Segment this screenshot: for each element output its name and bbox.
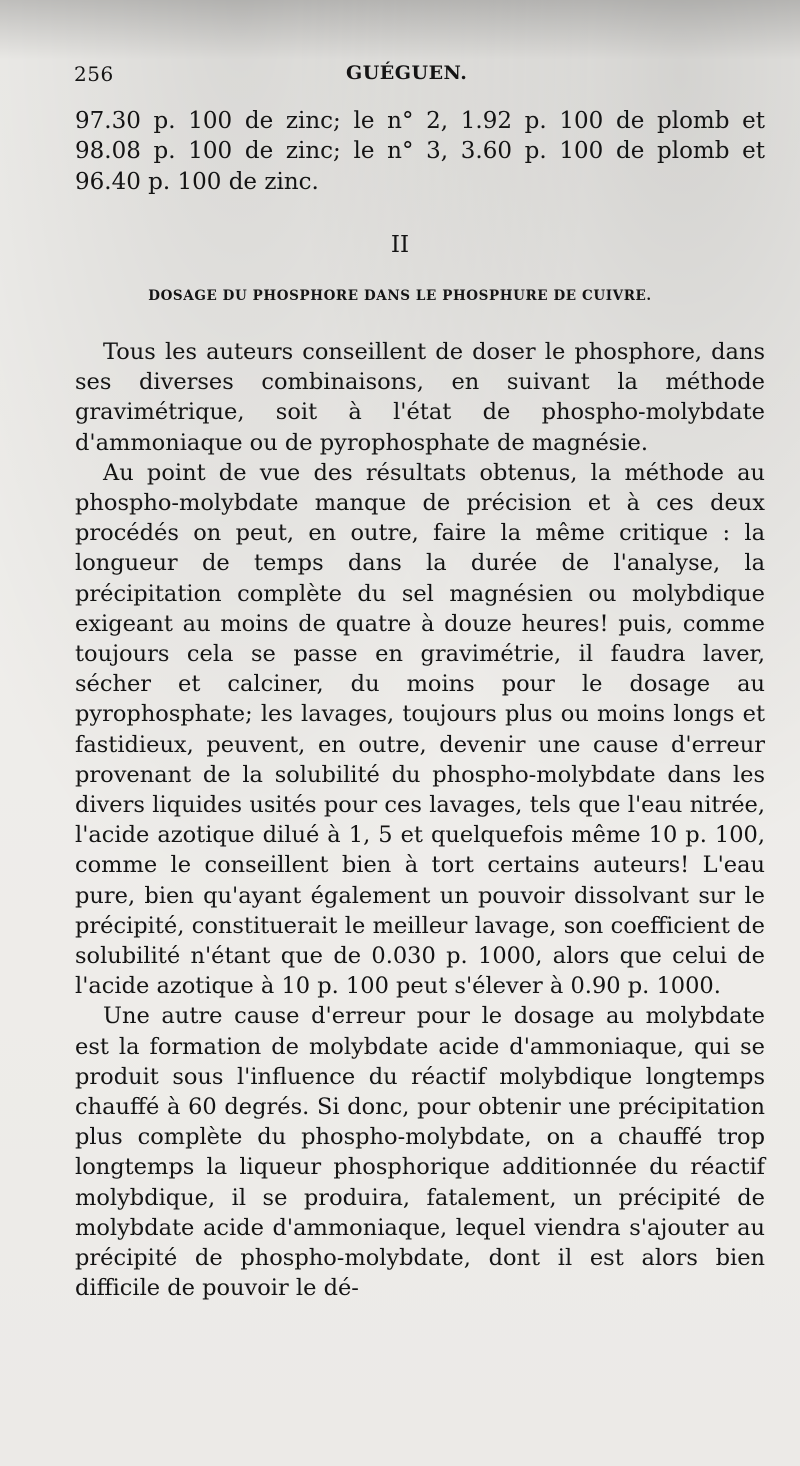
scan-edge-shadow (0, 0, 800, 60)
body-text (75, 337, 765, 1304)
paragraph-2: Au point de vue des résultats obtenus, la méthode au phospho-molybdate manque de précision et à ces deux procédés on peut, en outre, faire la même critique : la longueur de temps dans la durée de l'analyse, la précipitation complète du sel magnésien ou molybdique exigeant au moins de quatre à douze heures! puis, comme toujours cela se passe en gravimétrie, il faudra laver, sécher et calciner, du moins pour le dosage au pyrophosphate; les lavages, toujours plus ou moins longs et fastidieux, peuvent, en outre, devenir une cause d'erreur provenant de la solubilité du phospho-molybdate dans les divers liquides usités pour ces lavages, tels que l'eau nitrée, l'acide azotique dilué à 1, 5 et quelquefois même 10 p. 100, comme le conseillent bien à tort certains auteurs! L'eau pure, bien qu'ayant également un pouvoir dissolvant sur le précipité, constituerait le meilleur lavage, son coefficient de solubilité n'étant que de 0.030 p. 1000, alors que celui de l'acide azotique à 10 p. 100 peut s'élever à 0.90 p. 1000. (75, 459, 765, 1000)
running-title: GUÉGUEN. (346, 62, 468, 84)
running-head (70, 62, 770, 92)
paragraph-3: Une autre cause d'erreur pour le dosage au molybdate est la formation de molybdate acide d'ammoniaque, qui se produit sous l'influence du réactif molybdique longtemps chauffé à 60 degrés. Si donc, pour obtenir une précipitation plus complète du phospho-molybdate, on a chauffé trop longtemps la liqueur phosphorique additionnée du réactif molybdique, il se produira, fatalement, un précipité de molybdate acide d'ammoniaque, lequel viendra s'ajouter au précipité de phospho-molybdate, dont il est alors bien difficile de pouvoir le dé- (75, 1003, 765, 1302)
continuation-text (75, 106, 765, 197)
section-numeral: II (390, 232, 410, 258)
continuation-paragraph: 97.30 p. 100 de zinc; le n° 2, 1.92 p. 100 de plomb et 98.08 p. 100 de zinc; le n° 3, 3.60 p. 100 de plomb et 96.40 p. 100 de zinc. (75, 108, 765, 195)
section-title: DOSAGE DU PHOSPHORE DANS LE PHOSPHURE DE CUIVRE. (148, 288, 652, 304)
paragraph-1: Tous les auteurs conseillent de doser le phosphore, dans ses diverses combinaisons, en suivant la méthode gravimétrique, soit à l'état de phospho-molybdate d'ammoniaque ou de pyrophosphate de magnésie. (75, 339, 765, 456)
page-number: 256 (74, 62, 114, 86)
